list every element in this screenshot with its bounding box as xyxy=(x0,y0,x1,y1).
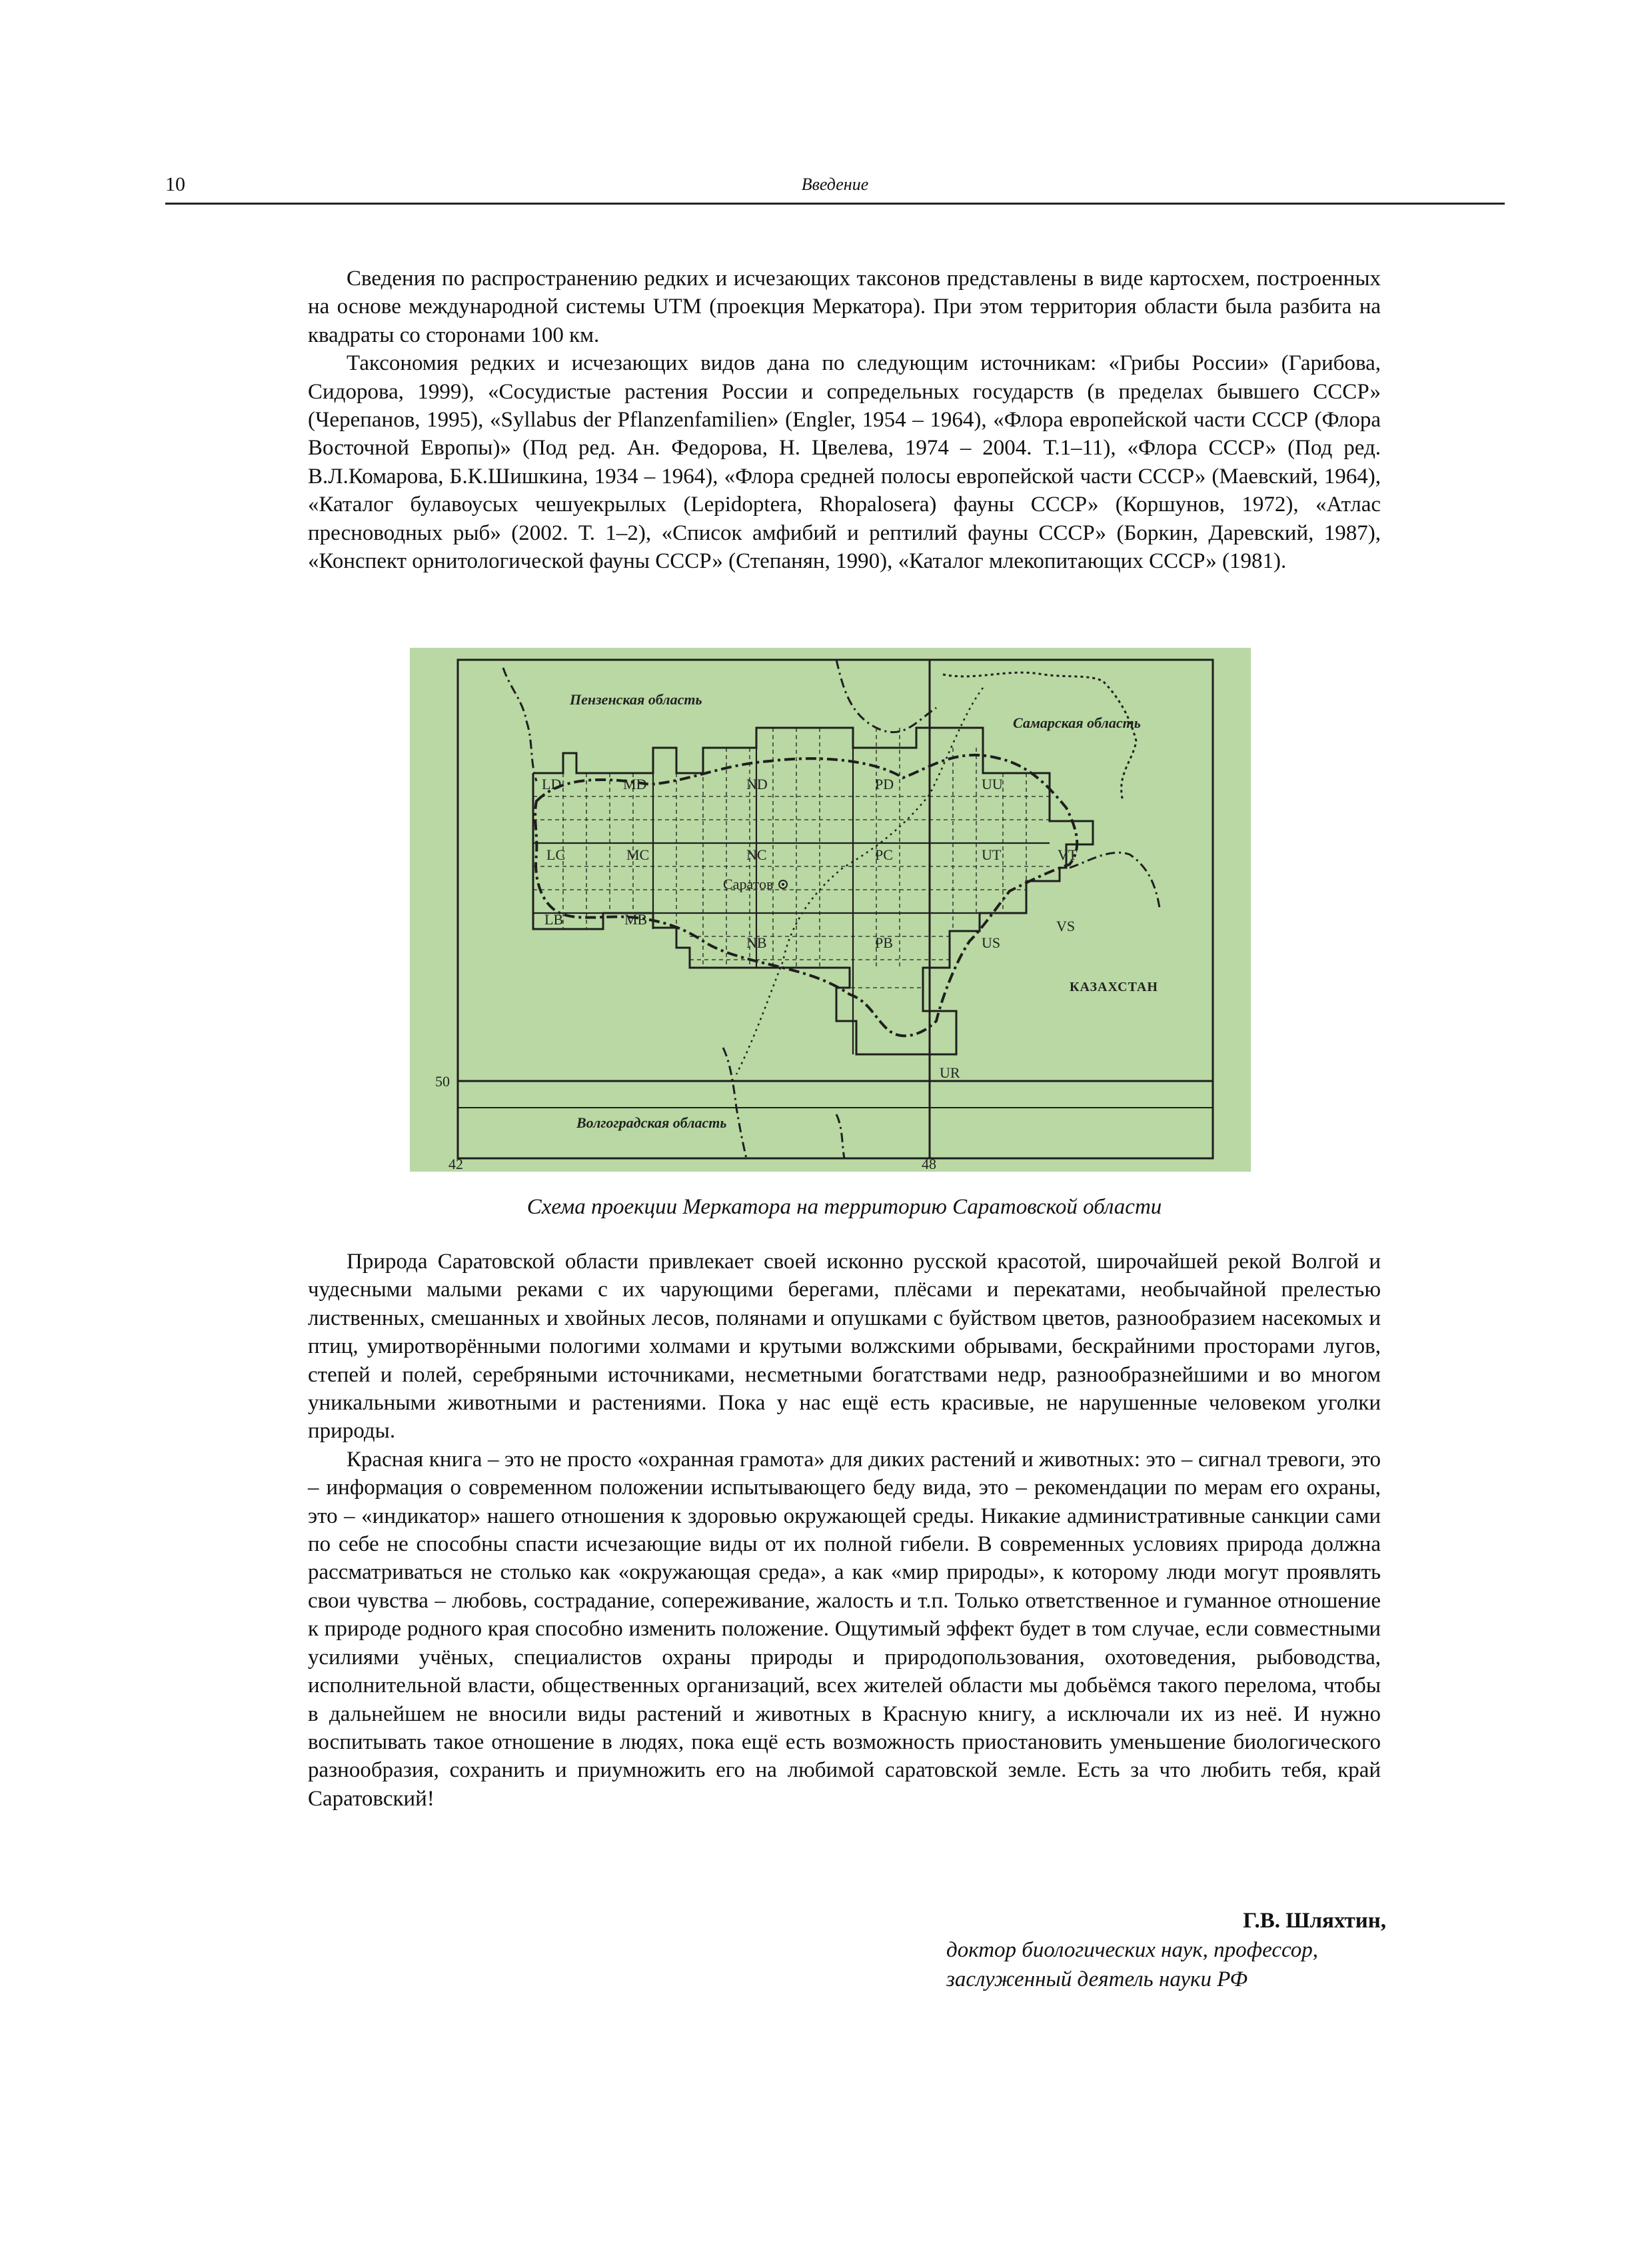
lat-50-label: 50 xyxy=(435,1073,450,1090)
grid-label-md: MD xyxy=(623,776,647,792)
page-number: 10 xyxy=(165,173,185,195)
grid-label-mb: MB xyxy=(624,911,648,928)
grid-label-ld: LD xyxy=(542,776,562,792)
body-paragraph-1: Природа Саратовской области привлекает своей исконно русской красотой, широчайшей рекой Волгой и чудесными малыми реками с их чарующими берегами, плёсами и перекатами, необычайной прелестью лиственных, смешанных и хвойных лесов, полянами и опушками с буйством цветов, разнообразием насекомых и птиц, умиротворёнными пологими холмами и крутыми волжскими обрывами, бескрайними просторами лугов, степей и полей, серебряными источниками, несметными богатствами недр, разнообразнейшими и во многом уникальными животными и растениями. Пока у нас ещё есть красивые, не нарушенные человеком уголки природы. xyxy=(308,1250,1381,1444)
grid-label-lb: LB xyxy=(544,911,564,928)
grid-label-lc: LC xyxy=(546,846,566,863)
grid-label-vt: VT xyxy=(1058,846,1078,863)
utm-map xyxy=(410,648,1251,1172)
signature-block xyxy=(946,1906,1386,1994)
grid-label-nc: NC xyxy=(746,846,767,863)
grid-label-mc: MC xyxy=(626,846,650,863)
running-title: Введение xyxy=(801,175,869,194)
intro-paragraph-1: Сведения по распространению редких и исчезающих таксонов представлены в виде картосхем, построенных на основе международной системы UTM (проекция Меркатора). При этом территория области была разбита на квадраты со сторонами 100 км. xyxy=(308,267,1381,347)
body-text xyxy=(308,1248,1381,1813)
grid-label-nd: ND xyxy=(746,776,768,792)
penza-label: Пензенская область xyxy=(570,691,702,708)
signature-line-1: доктор биологических наук, профессор, xyxy=(946,1938,1319,1962)
intro-text xyxy=(308,265,1381,575)
intro-paragraph-2: Таксономия редких и исчезающих видов дана по следующим источникам: «Грибы России» (Гарибова, Сидорова, 1999), «Сосудистые растения России и сопредельных государств (в пределах бывшего СССР» (Черепанов, 1995), «Syllabus der Pflanzenfamilien» (Engler, 1954 – 1964), «Флора европейской части СССР (Флора Восточной Европы)» (Под ред. Ан. Федорова, Н. Цвелева, 1974 – 2004. Т.1–11), «Флора СССР» (Под ред. В.Л.Комарова, Б.К.Шишкина, 1934 – 1964), «Флора средней полосы европейской части СССР» (Маевский, 1964), «Каталог булавоусых чешуекрылых (Lepidoptera, Rhopalosera) фауны СССР» (Коршунов, 1972), «Атлас пресноводных рыб» (2002. Т. 1–2), «Список амфибий и рептилий фауны СССР» (Боркин, Даревский, 1987), «Конспект орнитологической фауны СССР» (Степанян, 1990), «Каталог млекопитающих СССР» (1981). xyxy=(308,351,1381,574)
grid-label-pd: PD xyxy=(875,776,894,792)
grid-label-ut: UT xyxy=(982,846,1002,863)
grid-label-vs: VS xyxy=(1056,918,1076,934)
grid-label-nb: NB xyxy=(746,934,767,951)
grid-label-pb: PB xyxy=(875,934,893,951)
grid-label-uu: UU xyxy=(982,776,1003,792)
kazakhstan-label: КАЗАХСТАН xyxy=(1070,980,1158,994)
signature-name: Г.В. Шляхтин, xyxy=(1243,1909,1386,1933)
body-paragraph-2: Красная книга – это не просто «охранная грамота» для диких растений и животных: это – сигнал тревоги, это – информация о современном положении испытывающего беду вида, это – рекомендации по мерам его охраны, это – «индикатор» нашего отношения к здоровью окружающей среды. Никакие административные санкции сами по себе не способны спасти исчезающие виды от их полной гибели. В современных условиях природа должна рассматриваться не столько как «окружающая среда», а как «мир природы», к которому люди могут проявлять свои чувства – любовь, сострадание, сопереживание, жалость и т.п. Только ответственное и гуманное отношение к природе родного края способно изменить положение. Ощутимый эффект будет в том случае, если совместными усилиями учёных, специалистов охраны природы и природопользования, охотоведения, рыбоводства, исполнительной власти, общественных организаций, всех жителей области мы добьёмся такого перелома, чтобы в дальнейшем не вносили виды растений и животных в Красную книгу, а исключали их из неё. И нужно воспитывать такое отношение в людях, пока ещё есть возможность приостановить уменьшение биологического разнообразия, сохранить и приумножить его на любимой саратовской земле. Есть за что любить тебя, край Саратовский! xyxy=(308,1447,1381,1811)
grid-label-ur: UR xyxy=(940,1064,960,1081)
lon-48-label: 48 xyxy=(922,1156,936,1172)
page-header xyxy=(165,173,1505,205)
utm-map-figure xyxy=(410,648,1251,1172)
grid-label-pc: PC xyxy=(875,846,893,863)
grid-label-us: US xyxy=(982,934,1001,951)
lon-42-label: 42 xyxy=(448,1156,463,1172)
samara-label: Самарская область xyxy=(1013,714,1141,731)
volgograd-label: Волгоградская область xyxy=(576,1114,727,1131)
figure-caption: Схема проекции Меркатора на территорию Саратовской области xyxy=(526,1195,1162,1219)
signature-line-2: заслуженный деятель науки РФ xyxy=(946,1967,1248,1991)
saratov-marker-dot xyxy=(782,883,784,886)
saratov-label: Саратов xyxy=(723,876,774,892)
